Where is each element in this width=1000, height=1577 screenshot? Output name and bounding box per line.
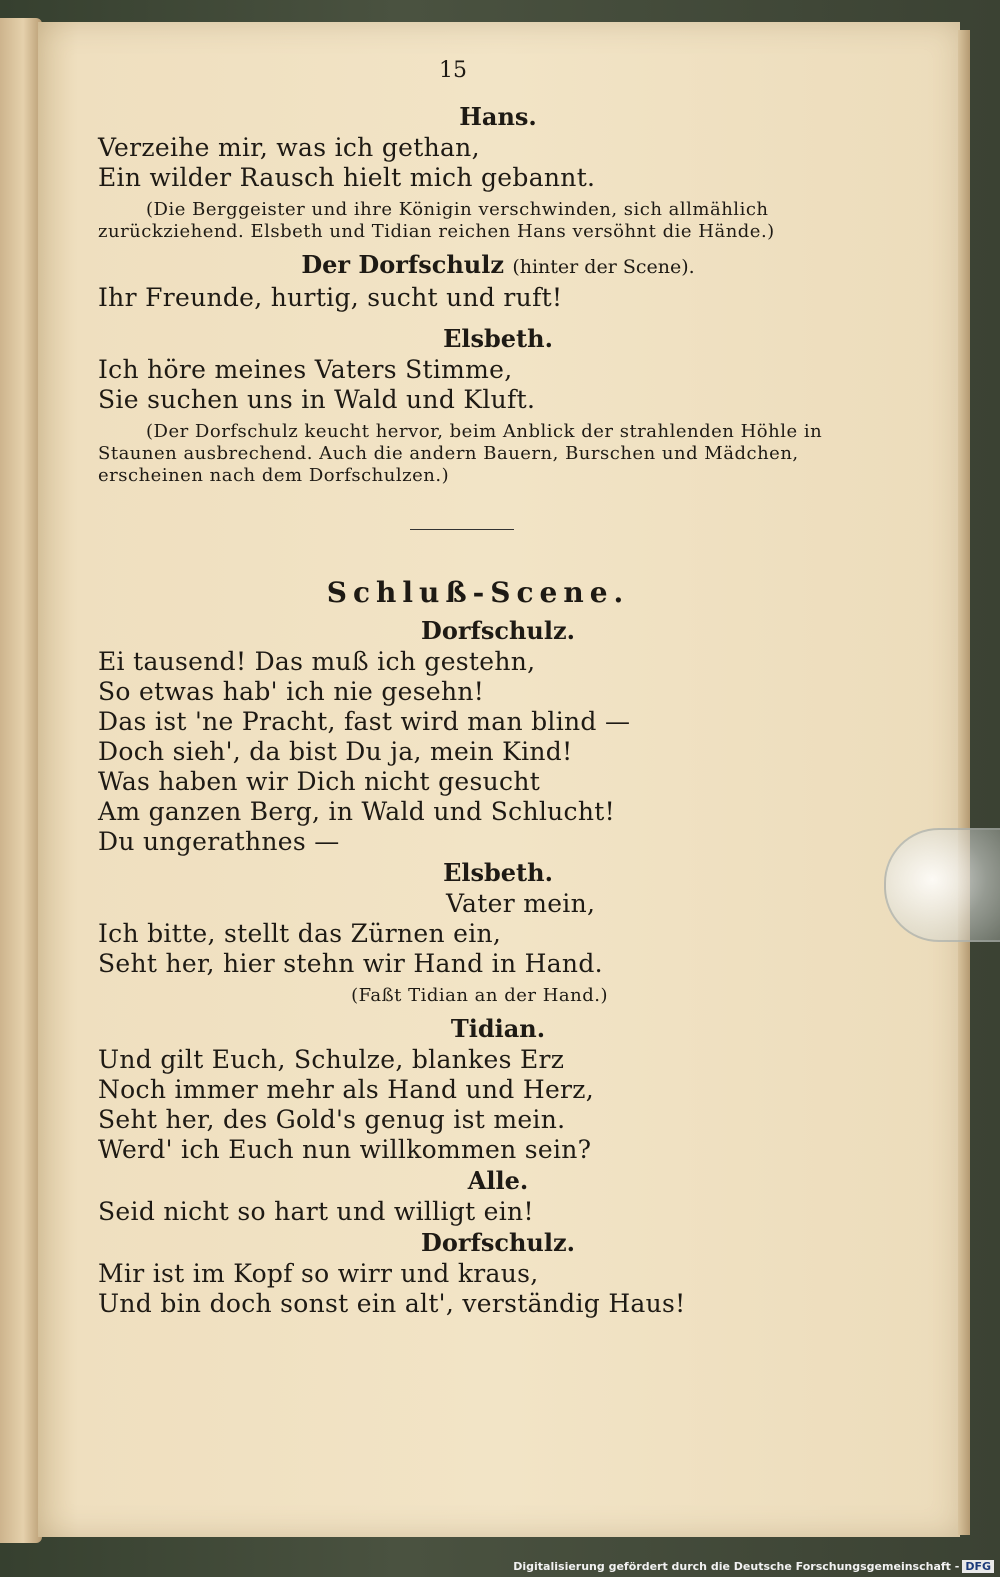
- credit-text: Digitalisierung gefördert durch die Deutsche Forschungsgemeinschaft -: [513, 1560, 960, 1573]
- verse-line: Ihr Freunde, hurtig, sucht und ruft!: [98, 283, 563, 312]
- stage-note-inline: (hinter der Scene).: [512, 256, 695, 278]
- verse-line: Noch immer mehr als Hand und Herz,: [98, 1075, 595, 1104]
- verse-line: Ich höre meines Vaters Stimme,: [98, 355, 513, 384]
- speaker-name: [158, 1165, 838, 1197]
- digitization-credit: [513, 1560, 994, 1573]
- page-edge-right: [958, 30, 970, 1535]
- page-text: [98, 58, 838, 1319]
- stage-direction: (Faßt Tidian an der Hand.): [351, 985, 608, 1006]
- verse-line: Das ist 'ne Pracht, fast wird man blind —: [98, 707, 631, 736]
- verse-line: Am ganzen Berg, in Wald und Schlucht!: [98, 797, 615, 826]
- stage-direction: (Der Dorfschulz keucht hervor, beim Anblick der strahlenden Höhle in Staunen ausbrechend. Auch die andern Bauern, Burschen und Mädchen, erscheinen nach dem Dorfschulzen.): [98, 421, 823, 486]
- speaker-label: Elsbeth.: [443, 324, 553, 353]
- left-page-edge: [0, 18, 42, 1543]
- verse-line: Seht her, des Gold's genug ist mein.: [98, 1105, 566, 1134]
- speaker-name: [158, 1227, 838, 1259]
- speaker-label: Der Dorfschulz: [301, 250, 504, 279]
- verse-line: Mir ist im Kopf so wirr und kraus,: [98, 1259, 539, 1288]
- verse-line: Ein wilder Rausch hielt mich gebannt.: [98, 163, 596, 192]
- verse-line: Verzeihe mir, was ich gethan,: [98, 133, 480, 162]
- verse-line: Was haben wir Dich nicht gesucht: [98, 767, 541, 796]
- verse-line: So etwas hab' ich nie gesehn!: [98, 677, 485, 706]
- play-text-body: [98, 101, 838, 1319]
- speaker-name: [158, 249, 838, 283]
- speaker-name: [158, 101, 838, 133]
- speaker-label: Dorfschulz.: [421, 616, 575, 645]
- verse-line: Und gilt Euch, Schulze, blankes Erz: [98, 1045, 565, 1074]
- speaker-name: [158, 1013, 838, 1045]
- speaker-label: Hans.: [459, 102, 537, 131]
- speaker-name: [158, 615, 838, 647]
- verse-line: Vater mein,: [446, 889, 596, 918]
- glass-page-clip: [884, 828, 1000, 942]
- verse-line: Werd' ich Euch nun willkommen sein?: [98, 1135, 592, 1164]
- verse-line: Ei tausend! Das muß ich gestehn,: [98, 647, 536, 676]
- speaker-name: [158, 323, 838, 355]
- stage-direction: (Die Berggeister und ihre Königin verschwinden, sich allmählich zurückziehend. Elsbeth und Tidian reichen Hans versöhnt die Hände.): [98, 199, 775, 242]
- speaker-label: Tidian.: [450, 1014, 546, 1043]
- scene-heading: Schluß-Scene.: [326, 576, 630, 609]
- section-divider: [410, 529, 514, 530]
- speaker-name: [158, 857, 838, 889]
- verse-line: Doch sieh', da bist Du ja, mein Kind!: [98, 737, 573, 766]
- verse-line: Du ungerathnes —: [98, 827, 340, 856]
- verse-line: Ich bitte, stellt das Zürnen ein,: [98, 919, 502, 948]
- verse-line: Sie suchen uns in Wald und Kluft.: [98, 385, 536, 414]
- spacer: [98, 313, 838, 323]
- speaker-label: Elsbeth.: [443, 858, 553, 887]
- page-number: 15: [439, 58, 467, 83]
- speaker-label: Alle.: [467, 1166, 529, 1195]
- verse-line: Seid nicht so hart und willigt ein!: [98, 1197, 534, 1226]
- verse-line: Und bin doch sonst ein alt', verständig Haus!: [98, 1289, 686, 1318]
- verse-line: Seht her, hier stehn wir Hand in Hand.: [98, 949, 603, 978]
- speaker-label: Dorfschulz.: [421, 1228, 575, 1257]
- dfg-logo: DFG: [962, 1560, 994, 1573]
